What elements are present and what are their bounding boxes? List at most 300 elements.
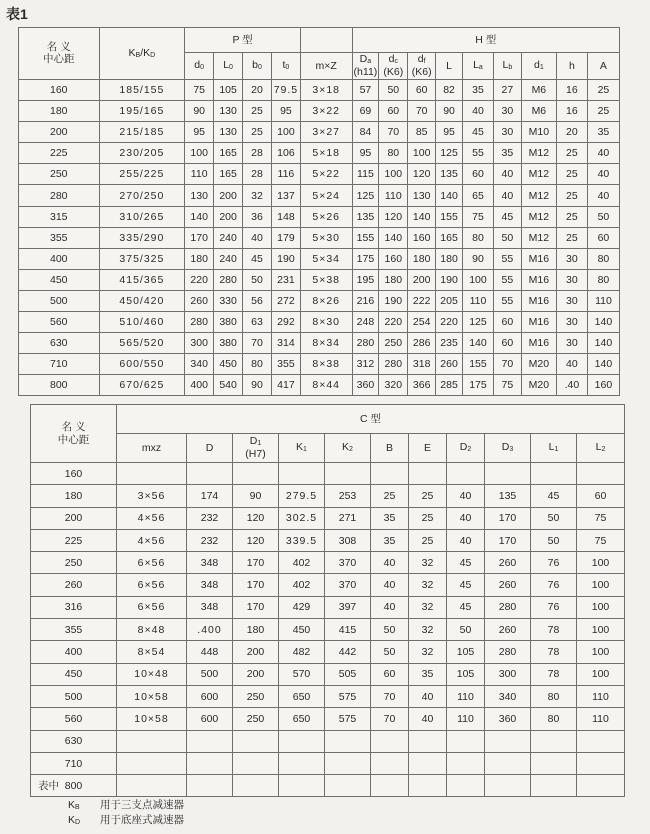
table-cell: M12 (521, 143, 556, 164)
table-cell: 5×18 (300, 143, 352, 164)
table-cell: 140 (408, 206, 436, 227)
table-cell: 160 (408, 227, 436, 248)
table-cell (577, 463, 625, 485)
table-cell (531, 752, 577, 774)
table-cell: 140 (587, 354, 619, 375)
table-cell: 25 (409, 529, 447, 551)
table-cell: 195 (352, 269, 379, 290)
table-cell: 225 (19, 143, 100, 164)
table-cell: 250 (31, 552, 117, 574)
table-cell: 314 (271, 333, 300, 354)
table-body (19, 79, 620, 395)
table-cell: 20 (243, 79, 272, 100)
table-cell: M6 (521, 79, 556, 100)
table-cell: 78 (531, 619, 577, 641)
table-cell: 400 (19, 248, 100, 269)
table-cell: 80 (462, 227, 493, 248)
table-cell: 16 (556, 101, 587, 122)
table-cell: 348 (187, 596, 233, 618)
table-cell: 180 (233, 619, 279, 641)
table-cell: 35 (462, 79, 493, 100)
table-cell: 400 (31, 641, 117, 663)
table-cell: 35 (409, 663, 447, 685)
table-cell (409, 463, 447, 485)
table-cell: 50 (371, 641, 409, 663)
table-cell: 57 (352, 79, 379, 100)
table-cell: 450 (19, 269, 100, 290)
table-cell: 482 (279, 641, 325, 663)
header-kb-kd: KB/KD (99, 28, 185, 80)
table-cell: 110 (447, 685, 485, 707)
table-cell: 402 (279, 574, 325, 596)
table-cell (325, 463, 371, 485)
table-cell: 40 (371, 596, 409, 618)
table-cell: 231 (271, 269, 300, 290)
table-cell: 40 (243, 227, 272, 248)
table-cell: 225 (31, 529, 117, 551)
header-d0: d0 (185, 53, 214, 80)
table-cell: 6×56 (117, 596, 187, 618)
table-cell: 216 (352, 290, 379, 311)
table-cell: 28 (243, 164, 272, 185)
table-row (31, 529, 625, 551)
table-cell: 375/325 (99, 248, 185, 269)
header-c-type: C 型 (117, 405, 625, 434)
table-cell (325, 775, 371, 797)
table-cell: 170 (233, 596, 279, 618)
header2-mxz: mxz (117, 434, 187, 463)
table-cell: 70 (371, 708, 409, 730)
table-row (19, 269, 620, 290)
table-cell: 335/290 (99, 227, 185, 248)
table-cell: 300 (185, 333, 214, 354)
table-cell: 35 (587, 122, 619, 143)
table-cell: 220 (436, 312, 463, 333)
table-cell (409, 730, 447, 752)
table-cell: M16 (521, 312, 556, 333)
table-cell (187, 752, 233, 774)
table-cell: 348 (187, 552, 233, 574)
table-cell: 200 (31, 507, 117, 529)
table-cell: .40 (556, 375, 587, 396)
table-row (31, 641, 625, 663)
table-cell: 130 (214, 122, 243, 143)
table-cell: 100 (577, 596, 625, 618)
table-row (19, 143, 620, 164)
table-cell: 190 (436, 269, 463, 290)
table-cell: 130 (185, 185, 214, 206)
table-cell: 179 (271, 227, 300, 248)
table-cell (233, 463, 279, 485)
table-cell (447, 752, 485, 774)
table-row (19, 227, 620, 248)
header-h: h (556, 53, 587, 80)
table-cell: 110 (462, 290, 493, 311)
table-cell: 5×26 (300, 206, 352, 227)
table-cell: 95 (271, 101, 300, 122)
table-cell: 110 (577, 685, 625, 707)
table-cell: 70 (408, 101, 436, 122)
table-cell: 110 (379, 185, 408, 206)
table-cell: 75 (577, 507, 625, 529)
table-cell: 5×34 (300, 248, 352, 269)
table-cell: 40 (409, 685, 447, 707)
table-cell: 220 (185, 269, 214, 290)
table-cell: 25 (371, 485, 409, 507)
table-cell: 60 (493, 312, 521, 333)
table-cell: 320 (379, 375, 408, 396)
table-cell: 80 (531, 708, 577, 730)
table-cell (371, 463, 409, 485)
table-cell: 355 (31, 619, 117, 641)
table-cell: 312 (352, 354, 379, 375)
table-cell: 250 (19, 164, 100, 185)
table-cell: 429 (279, 596, 325, 618)
table-cell: M10 (521, 122, 556, 143)
table-cell: 55 (493, 248, 521, 269)
table-cell: 100 (577, 641, 625, 663)
table-cell: 560 (31, 708, 117, 730)
table-cell: 340 (485, 685, 531, 707)
table-cell: 280 (379, 354, 408, 375)
table-cell: 85 (408, 122, 436, 143)
table-cell: 63 (243, 312, 272, 333)
table-cell: 80 (531, 685, 577, 707)
header-t0: t0 (271, 53, 300, 80)
table-cell: 170 (485, 507, 531, 529)
table-cell: 600 (187, 685, 233, 707)
table-cell: 650 (279, 685, 325, 707)
table-cell: M12 (521, 227, 556, 248)
table-cell: 55 (462, 143, 493, 164)
table-row (31, 507, 625, 529)
table-cell: 30 (556, 290, 587, 311)
table-cell: 36 (243, 206, 272, 227)
table-cell (325, 730, 371, 752)
header-p-type: P 型 (185, 28, 301, 53)
table-cell: 60 (493, 333, 521, 354)
table-cell: 380 (214, 333, 243, 354)
table-cell: 32 (409, 596, 447, 618)
table-cell: M16 (521, 248, 556, 269)
table-cell: 110 (587, 290, 619, 311)
table-cell: 260 (185, 290, 214, 311)
table-cell: 70 (371, 685, 409, 707)
table-cell: 232 (187, 529, 233, 551)
table-cell: 140 (587, 333, 619, 354)
table-cell: 25 (587, 101, 619, 122)
table-cell: 540 (214, 375, 243, 396)
table-cell: 330 (214, 290, 243, 311)
header2-b: B (371, 434, 409, 463)
table-cell: 40 (371, 552, 409, 574)
table-cell: M16 (521, 333, 556, 354)
table-cell: 250 (233, 708, 279, 730)
table-cell (531, 463, 577, 485)
table-cell: 25 (556, 227, 587, 248)
table-cell: M16 (521, 290, 556, 311)
table-cell: 75 (185, 79, 214, 100)
header-b0: b0 (243, 53, 272, 80)
table-cell: 10×48 (117, 663, 187, 685)
table-cell: 3×22 (300, 101, 352, 122)
table-row (31, 752, 625, 774)
table-cell (117, 463, 187, 485)
table-cell: 260 (485, 574, 531, 596)
table-cell: 40 (587, 185, 619, 206)
table-cell: 82 (436, 79, 463, 100)
table-cell: 95 (436, 122, 463, 143)
table-cell: 200 (233, 641, 279, 663)
table-row (31, 485, 625, 507)
table-cell: 75 (577, 529, 625, 551)
table-cell: 105 (447, 663, 485, 685)
table-cell (577, 752, 625, 774)
table-cell: 115 (352, 164, 379, 185)
table-cell: 50 (243, 269, 272, 290)
table-cell: 45 (243, 248, 272, 269)
table-cell: 380 (214, 312, 243, 333)
table-cell: 27 (493, 79, 521, 100)
table-cell: 125 (352, 185, 379, 206)
table-cell: 120 (233, 507, 279, 529)
table-cell: 80 (587, 248, 619, 269)
table-cell: 339.5 (279, 529, 325, 551)
table-cell: 56 (243, 290, 272, 311)
table-cell (577, 730, 625, 752)
header2-l1: L1 (531, 434, 577, 463)
table-cell (577, 775, 625, 797)
table-cell: 45 (493, 206, 521, 227)
header-p-type-blank (300, 28, 352, 53)
table-cell: 160 (31, 463, 117, 485)
table-cell: 450 (31, 663, 117, 685)
table-cell: 50 (531, 529, 577, 551)
table-cell: 10×58 (117, 708, 187, 730)
table-cell: 3×56 (117, 485, 187, 507)
table-cell: 76 (531, 574, 577, 596)
table-cell: M20 (521, 375, 556, 396)
table-cell: 565/520 (99, 333, 185, 354)
table-row (19, 354, 620, 375)
table-cell: M20 (521, 354, 556, 375)
table-cell: 3×27 (300, 122, 352, 143)
table-cell: 366 (408, 375, 436, 396)
table-cell: 240 (214, 248, 243, 269)
table-cell: 80 (379, 143, 408, 164)
table-cell: 110 (447, 708, 485, 730)
table-cell: 140 (185, 206, 214, 227)
table-cell: 260 (485, 619, 531, 641)
footer-label: 表中 (38, 780, 59, 792)
table-row (31, 552, 625, 574)
table-cell: 155 (436, 206, 463, 227)
table-cell: 285 (436, 375, 463, 396)
table-cell: 8×48 (117, 619, 187, 641)
table-cell: 170 (233, 552, 279, 574)
table-cell: 100 (379, 164, 408, 185)
table-cell (279, 775, 325, 797)
table-cell: 100 (408, 143, 436, 164)
table-cell (233, 775, 279, 797)
table-cell (117, 752, 187, 774)
table-cell (117, 730, 187, 752)
table-cell: 230/205 (99, 143, 185, 164)
table-cell: 280 (485, 596, 531, 618)
table-cell: 45 (447, 552, 485, 574)
table-cell: 180 (436, 248, 463, 269)
table-cell: 165 (436, 227, 463, 248)
table2-header-row (31, 405, 625, 434)
table-row (19, 79, 620, 100)
table-cell: 50 (371, 619, 409, 641)
table-cell: 248 (352, 312, 379, 333)
table-cell: 25 (587, 79, 619, 100)
table-row (31, 730, 625, 752)
table-cell: 280 (485, 641, 531, 663)
table-cell: 125 (436, 143, 463, 164)
table-cell: 170 (233, 574, 279, 596)
table-cell: 32 (409, 641, 447, 663)
table2-subheader-row (31, 434, 625, 463)
table-cell: 670/625 (99, 375, 185, 396)
table-cell: 271 (325, 507, 371, 529)
header2-d3: D3 (485, 434, 531, 463)
table-cell: 370 (325, 552, 371, 574)
table-cell: 135 (352, 206, 379, 227)
header-da: Da (h11) (353, 53, 378, 79)
table-cell: 90 (243, 375, 272, 396)
table-cell: 450 (279, 619, 325, 641)
table-cell: 40 (462, 101, 493, 122)
table-cell: 170 (185, 227, 214, 248)
table-cell (187, 775, 233, 797)
table-cell: 348 (187, 574, 233, 596)
table-row (31, 685, 625, 707)
table-cell: 240 (214, 227, 243, 248)
table-cell: 442 (325, 641, 371, 663)
table-cell: 500 (187, 663, 233, 685)
table-cell: 272 (271, 290, 300, 311)
table-cell: 253 (325, 485, 371, 507)
table-cell: 45 (447, 596, 485, 618)
table-cell: 575 (325, 685, 371, 707)
table-header-row (19, 28, 620, 53)
table-cell: 76 (531, 596, 577, 618)
table-cell (485, 775, 531, 797)
table-cell: 255/225 (99, 164, 185, 185)
table-cell: 120 (379, 206, 408, 227)
table-cell: 110 (577, 708, 625, 730)
header-la: La (462, 53, 493, 80)
table-cell: M12 (521, 164, 556, 185)
table-cell: 250 (233, 685, 279, 707)
table-cell: 5×24 (300, 185, 352, 206)
table-cell: 200 (214, 206, 243, 227)
table-cell: 250 (379, 333, 408, 354)
table-cell: 90 (462, 248, 493, 269)
table-cell: 8×26 (300, 290, 352, 311)
table-cell: 180 (379, 269, 408, 290)
table-cell: 160 (19, 79, 100, 100)
page-title: 表1 (6, 6, 28, 22)
table-cell: 32 (409, 619, 447, 641)
header-l0: L0 (214, 53, 243, 80)
table-cell: 360 (485, 708, 531, 730)
table-cell: 180 (185, 248, 214, 269)
table-cell: 65 (462, 185, 493, 206)
table-cell: 40 (493, 185, 521, 206)
table-cell: 50 (493, 227, 521, 248)
table-cell: 310/265 (99, 206, 185, 227)
footer-note-kd: KD 用于底座式减速器 (68, 814, 184, 826)
table-cell: 75 (493, 375, 521, 396)
table-cell: 45 (531, 485, 577, 507)
table-cell: 280 (352, 333, 379, 354)
table-cell: 205 (436, 290, 463, 311)
table-cell: 55 (493, 290, 521, 311)
table-cell: 130 (214, 101, 243, 122)
table-cell: 40 (447, 529, 485, 551)
table-cell: 105 (447, 641, 485, 663)
table-cell: 40 (371, 574, 409, 596)
table-cell: 300 (485, 663, 531, 685)
table-cell (447, 463, 485, 485)
table-cell (409, 775, 447, 797)
table-cell: 120 (408, 164, 436, 185)
table-cell (447, 775, 485, 797)
table-cell: 260 (31, 574, 117, 596)
header-a: A (587, 53, 619, 80)
table-cell: 25 (243, 101, 272, 122)
table-cell: 125 (462, 312, 493, 333)
table-row (19, 333, 620, 354)
table-cell: 60 (408, 79, 436, 100)
table-cell: 710 (31, 752, 117, 774)
table-cell: 355 (19, 227, 100, 248)
table-cell: 80 (587, 269, 619, 290)
table-cell: 70 (493, 354, 521, 375)
table-cell: 140 (379, 227, 408, 248)
table-cell: 20 (556, 122, 587, 143)
table-cell: 55 (493, 269, 521, 290)
table-cell: 110 (185, 164, 214, 185)
table-cell: 30 (556, 333, 587, 354)
table-cell: 100 (185, 143, 214, 164)
table-cell: 78 (531, 641, 577, 663)
table-cell: 50 (447, 619, 485, 641)
table-cell: 30 (493, 101, 521, 122)
table-cell: 135 (436, 164, 463, 185)
table-cell: 175 (462, 375, 493, 396)
table-cell: 402 (279, 552, 325, 574)
table-cell: 30 (556, 312, 587, 333)
table2-body (31, 463, 625, 797)
header-nominal-center-distance: 名 义 中心距 (19, 28, 100, 80)
table-cell: 76 (531, 552, 577, 574)
table-cell: 254 (408, 312, 436, 333)
table-cell: 190 (271, 248, 300, 269)
table-cell: 175 (352, 248, 379, 269)
table-cell: M16 (521, 269, 556, 290)
table-cell: 200 (233, 663, 279, 685)
table-cell: 40 (587, 143, 619, 164)
table-cell: 600/550 (99, 354, 185, 375)
table-cell: 8×54 (117, 641, 187, 663)
table-cell: 40 (447, 485, 485, 507)
table-cell: 84 (352, 122, 379, 143)
table-p-h-type (18, 27, 620, 396)
